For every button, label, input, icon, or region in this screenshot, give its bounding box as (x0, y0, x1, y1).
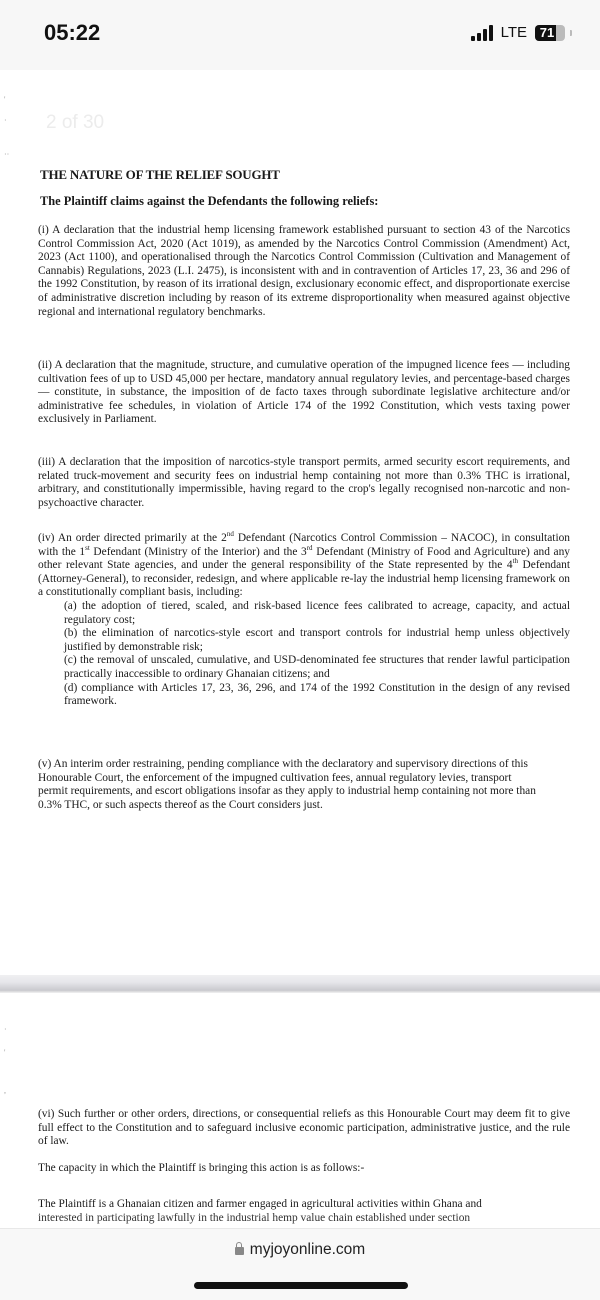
address-bar[interactable] (0, 1241, 600, 1259)
status-time: 05:22 (44, 20, 101, 45)
document-title: THE NATURE OF THE RELIEF SOUGHT (40, 167, 280, 182)
home-indicator[interactable] (194, 1282, 408, 1289)
signal-strength-icon (471, 25, 493, 41)
battery-level: 71 (539, 24, 555, 40)
text-run: Defendant (Ministry of Food and Agriculture) and any other relevant State agencies, and under the general responsibility of the State represented by the 4 (38, 545, 570, 572)
scan-mark: · (4, 116, 7, 125)
document-subtitle: The Plaintiff claims against the Defendants the following reliefs: (40, 194, 379, 208)
relief-subitem: (c) the removal of unscaled, cumulative, and USD-denominated fee structures that render lawful participation practically inaccessible to ordinary Ghanaian citizens; and (64, 654, 570, 680)
text-run: Defendant (Narcotics Control Commission – NACOC), in consultation with the 1 (38, 532, 570, 558)
browser-bottom-bar (0, 1228, 600, 1300)
battery-cap (570, 30, 572, 36)
ordinal-suffix: th (512, 557, 519, 566)
relief-item: (v) An interim order restraining, pending compliance with the declaratory and supervisory directions of this Honourable Court, the enforcement of the impugned cultivation fees, annual regulatory levies, transport permit requirements, and escort obligations insofar as they apply to industrial hemp containing not more than 0.3% THC, or such aspects thereof as the Court considers just. (38, 758, 536, 811)
page-separator (0, 975, 600, 993)
capacity-heading: The capacity in which the Plaintiff is bringing this action is as follows:- (38, 1162, 365, 1174)
scan-mark: · (4, 1025, 7, 1034)
text-run: Defendant (Attorney-General), to reconsider, redesign, and where applicable re-lay the industrial hemp licensing framework on a constitutionally compliant basis, including: (38, 559, 570, 599)
relief-intro (38, 532, 570, 600)
relief-item: (vi) Such further or other orders, directions, or consequential reliefs as this Honourable Court may deem fit to give full effect to the Constitution and to safeguard inclusive economic participation, administrative justice, and the rule of law. (38, 1108, 570, 1148)
ordinal-suffix: st (85, 543, 90, 552)
ordinal-suffix: rd (306, 543, 313, 552)
relief-item: (iii) A declaration that the imposition of narcotics-style transport permits, armed security escort requirements, and related truck-movement and security fees on industrial hemp containing not more than 0.3% THC is irrational, arbitrary, and constitutionally impermissible, having regard to the crop's legally recognised non-narcotic and non-psychoactive character. (38, 456, 570, 509)
battery-icon (535, 25, 565, 41)
ordinal-suffix: nd (226, 530, 234, 539)
relief-item: (ii) A declaration that the magnitude, structure, and cumulative operation of the impugned licence fees — including cultivation fees of up to USD 45,000 per hectare, mandatory annual regulatory levies, and percentage-based charges — constitute, in substance, the imposition of de facto taxes through subordinate legislative architecture and/or administrative fee schedules, in violation of Article 174 of the 1992 Constitution, which vests taxing power exclusively in Parliament. (38, 359, 570, 426)
scan-mark: ' (4, 95, 6, 104)
scan-mark: , (4, 1086, 6, 1095)
scan-mark: ' (4, 1048, 6, 1057)
capacity-text-cut: interested in participating lawfully in the industrial hemp value chain established under section (38, 1212, 471, 1224)
relief-subitem: (d) compliance with Articles 17, 23, 36, 296, and 174 of the 1992 Constitution in the design of any revised framework. (64, 681, 570, 708)
page-indicator: 2 of 30 (46, 112, 105, 133)
capacity-text: The Plaintiff is a Ghanaian citizen and farmer engaged in agricultural activities within Ghana and (38, 1198, 482, 1210)
relief-subitem: (b) the elimination of narcotics-style escort and transport controls for industrial hemp unless objectively justified by demonstrable risk; (64, 627, 570, 653)
status-bar (0, 0, 600, 70)
relief-subitem: (a) the adoption of tiered, scaled, and risk-based licence fees calibrated to acreage, capacity, and actual regulatory cost; (64, 599, 570, 626)
lock-icon (235, 1247, 244, 1255)
text-run: Defendant (Ministry of the Interior) and the 3 (89, 545, 307, 558)
text-run: (iv) An order directed primarily at the 2 (38, 532, 227, 544)
url-text[interactable]: myjoyonline.com (249, 1241, 366, 1258)
network-type: LTE (500, 24, 527, 41)
status-indicators (471, 24, 572, 41)
scan-mark: ·· (4, 150, 10, 159)
relief-item (38, 532, 570, 709)
relief-item: (i) A declaration that the industrial hemp licensing framework established pursuant to section 43 of the Narcotics Control Commission Act, 2020 (Act 1019), as amended by the Narcotics Control Commission (Amendment) Act, 2023 (Act 1100), and operationalised through the Narcotics Control Commission (Cultivation and Management of Cannabis) Regulations, 2023 (L.I. 2475), is inconsistent with and in contravention of Articles 17, 23, 36 and 296 of the 1992 Constitution, by reason of its irrational design, exclusionary economic effect, and disproportionate exercise of administrative discretion including by reason of its extreme disproportionality when measured against objective regional and international regulatory benchmarks. (38, 224, 570, 318)
